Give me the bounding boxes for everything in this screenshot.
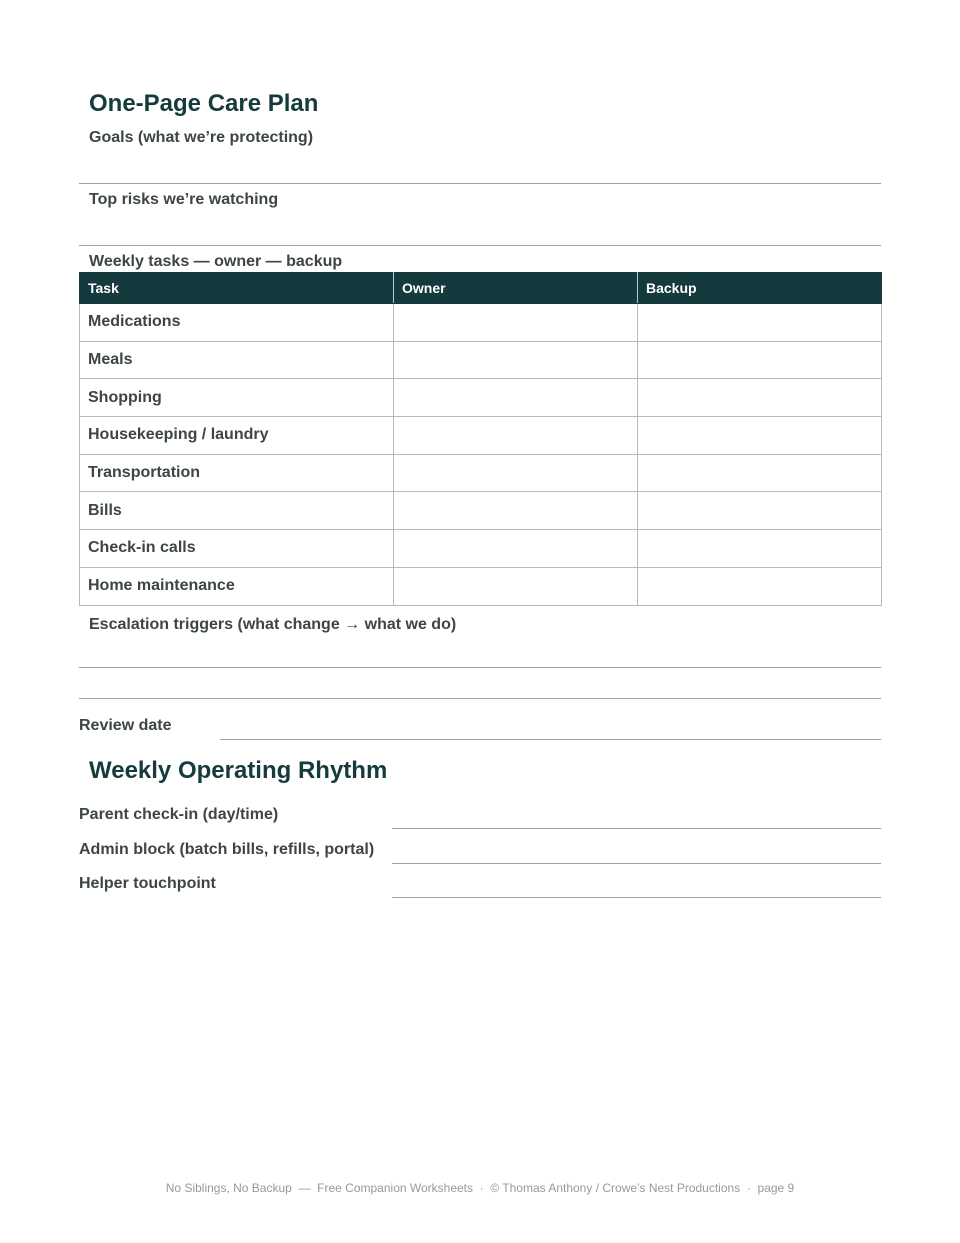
backup-cell[interactable] (638, 304, 882, 342)
backup-cell[interactable] (638, 417, 882, 455)
owner-cell[interactable] (394, 304, 638, 342)
helper-touchpoint-line[interactable] (392, 897, 881, 898)
review-date-line[interactable] (220, 739, 881, 740)
task-cell: Medications (80, 304, 394, 342)
escalation-write-line-1[interactable] (79, 667, 881, 668)
task-cell: Transportation (80, 454, 394, 492)
table-row (80, 492, 882, 530)
table-header-row (80, 273, 882, 304)
table-row (80, 304, 882, 342)
column-header-owner: Owner (394, 273, 638, 304)
goals-write-line[interactable] (79, 183, 881, 184)
page-footer: No Siblings, No Backup — Free Companion Worksheets · © Thomas Anthony / Crowe’s Nest Productions · page 9 (165, 1181, 795, 1195)
weekly-tasks-table (79, 272, 882, 606)
owner-cell[interactable] (394, 530, 638, 568)
table-row (80, 530, 882, 568)
risks-write-line[interactable] (79, 245, 881, 246)
table-row (80, 454, 882, 492)
task-cell: Check-in calls (80, 530, 394, 568)
table-row (80, 379, 882, 417)
parent-check-in-label: Parent check-in (day/time) (79, 806, 279, 823)
column-header-task: Task (80, 273, 394, 304)
owner-cell[interactable] (394, 341, 638, 379)
table-row (80, 417, 882, 455)
backup-cell[interactable] (638, 492, 882, 530)
owner-cell[interactable] (394, 567, 638, 605)
care-plan-title: One-Page Care Plan (89, 90, 319, 117)
backup-cell[interactable] (638, 379, 882, 417)
weekly-tasks-label: Weekly tasks — owner — backup (89, 253, 343, 270)
rhythm-title: Weekly Operating Rhythm (89, 757, 388, 784)
admin-block-line[interactable] (392, 863, 881, 864)
risks-label: Top risks we’re watching (89, 191, 279, 208)
backup-cell[interactable] (638, 530, 882, 568)
task-cell: Shopping (80, 379, 394, 417)
backup-cell[interactable] (638, 341, 882, 379)
task-cell: Bills (80, 492, 394, 530)
task-cell: Home maintenance (80, 567, 394, 605)
backup-cell[interactable] (638, 567, 882, 605)
owner-cell[interactable] (394, 492, 638, 530)
owner-cell[interactable] (394, 417, 638, 455)
helper-touchpoint-label: Helper touchpoint (79, 875, 216, 892)
owner-cell[interactable] (394, 454, 638, 492)
task-cell: Meals (80, 341, 394, 379)
escalation-label: Escalation triggers (what change → what we do) (89, 616, 457, 633)
goals-label: Goals (what we’re protecting) (89, 129, 314, 146)
review-date-label: Review date (79, 717, 172, 734)
admin-block-label: Admin block (batch bills, refills, portal) (79, 841, 375, 858)
column-header-backup: Backup (638, 273, 882, 304)
parent-check-in-line[interactable] (392, 828, 881, 829)
owner-cell[interactable] (394, 379, 638, 417)
backup-cell[interactable] (638, 454, 882, 492)
table-row (80, 341, 882, 379)
escalation-write-line-2[interactable] (79, 698, 881, 699)
table-row (80, 567, 882, 605)
task-cell: Housekeeping / laundry (80, 417, 394, 455)
